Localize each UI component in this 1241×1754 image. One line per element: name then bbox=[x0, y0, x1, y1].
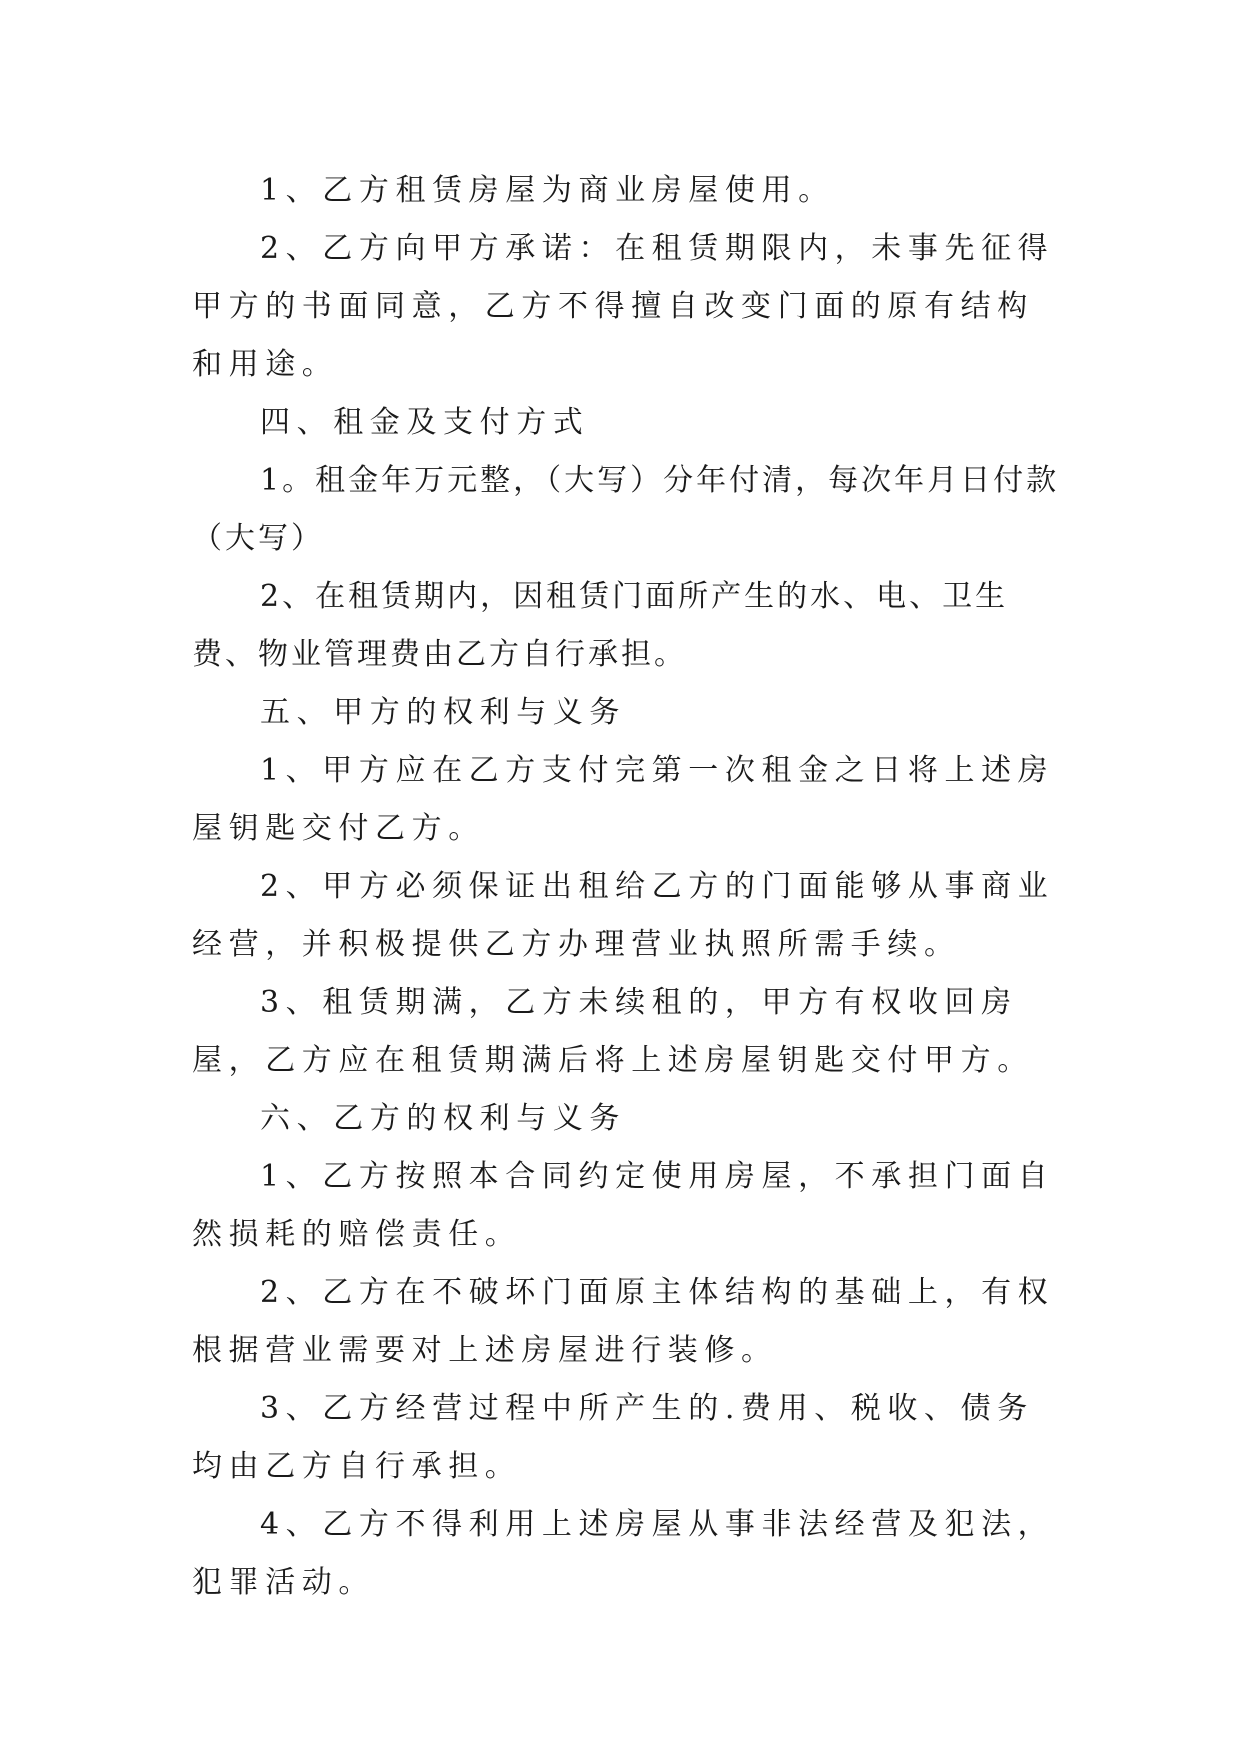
paragraph: 3、租赁期满，乙方未续租的，甲方有权收回房屋，乙方应在租赁期满后将上述房屋钥匙交付甲方。 bbox=[192, 985, 1034, 1078]
section-heading: 五、甲方的权利与义务 bbox=[260, 695, 626, 730]
paragraph: 1、乙方按照本合同约定使用房屋，不承担门面自然损耗的赔偿责任。 bbox=[192, 1159, 1055, 1252]
section-heading: 六、乙方的权利与义务 bbox=[260, 1101, 626, 1136]
paragraph: 2、甲方必须保证出租给乙方的门面能够从事商业经营，并积极提供乙方办理营业执照所需手续。 bbox=[192, 869, 1055, 962]
paragraph: 2、乙方在不破坏门面原主体结构的基础上，有权根据营业需要对上述房屋进行装修。 bbox=[192, 1275, 1055, 1368]
paragraph: 2、在租赁期内，因租赁门面所产生的水、电、卫生费、物业管理费由乙方自行承担。 bbox=[192, 579, 1009, 672]
document-body bbox=[192, 162, 1060, 1612]
paragraph: 1、甲方应在乙方支付完第一次租金之日将上述房屋钥匙交付乙方。 bbox=[192, 753, 1055, 846]
paragraph: 2、乙方向甲方承诺：在租赁期限内，未事先征得甲方的书面同意，乙方不得擅自改变门面的原有结构和用途。 bbox=[192, 231, 1055, 382]
section-heading: 四、租金及支付方式 bbox=[260, 405, 590, 440]
paragraph: 1。租金年万元整，（大写）分年付清，每次年月日付款（大写） bbox=[192, 463, 1060, 556]
paragraph: 4、乙方不得利用上述房屋从事非法经营及犯法，犯罪活动。 bbox=[192, 1507, 1055, 1600]
paragraph: 1、乙方租赁房屋为商业房屋使用。 bbox=[260, 173, 835, 208]
paragraph: 3、乙方经营过程中所产生的.费用、税收、债务均由乙方自行承担。 bbox=[192, 1391, 1034, 1484]
